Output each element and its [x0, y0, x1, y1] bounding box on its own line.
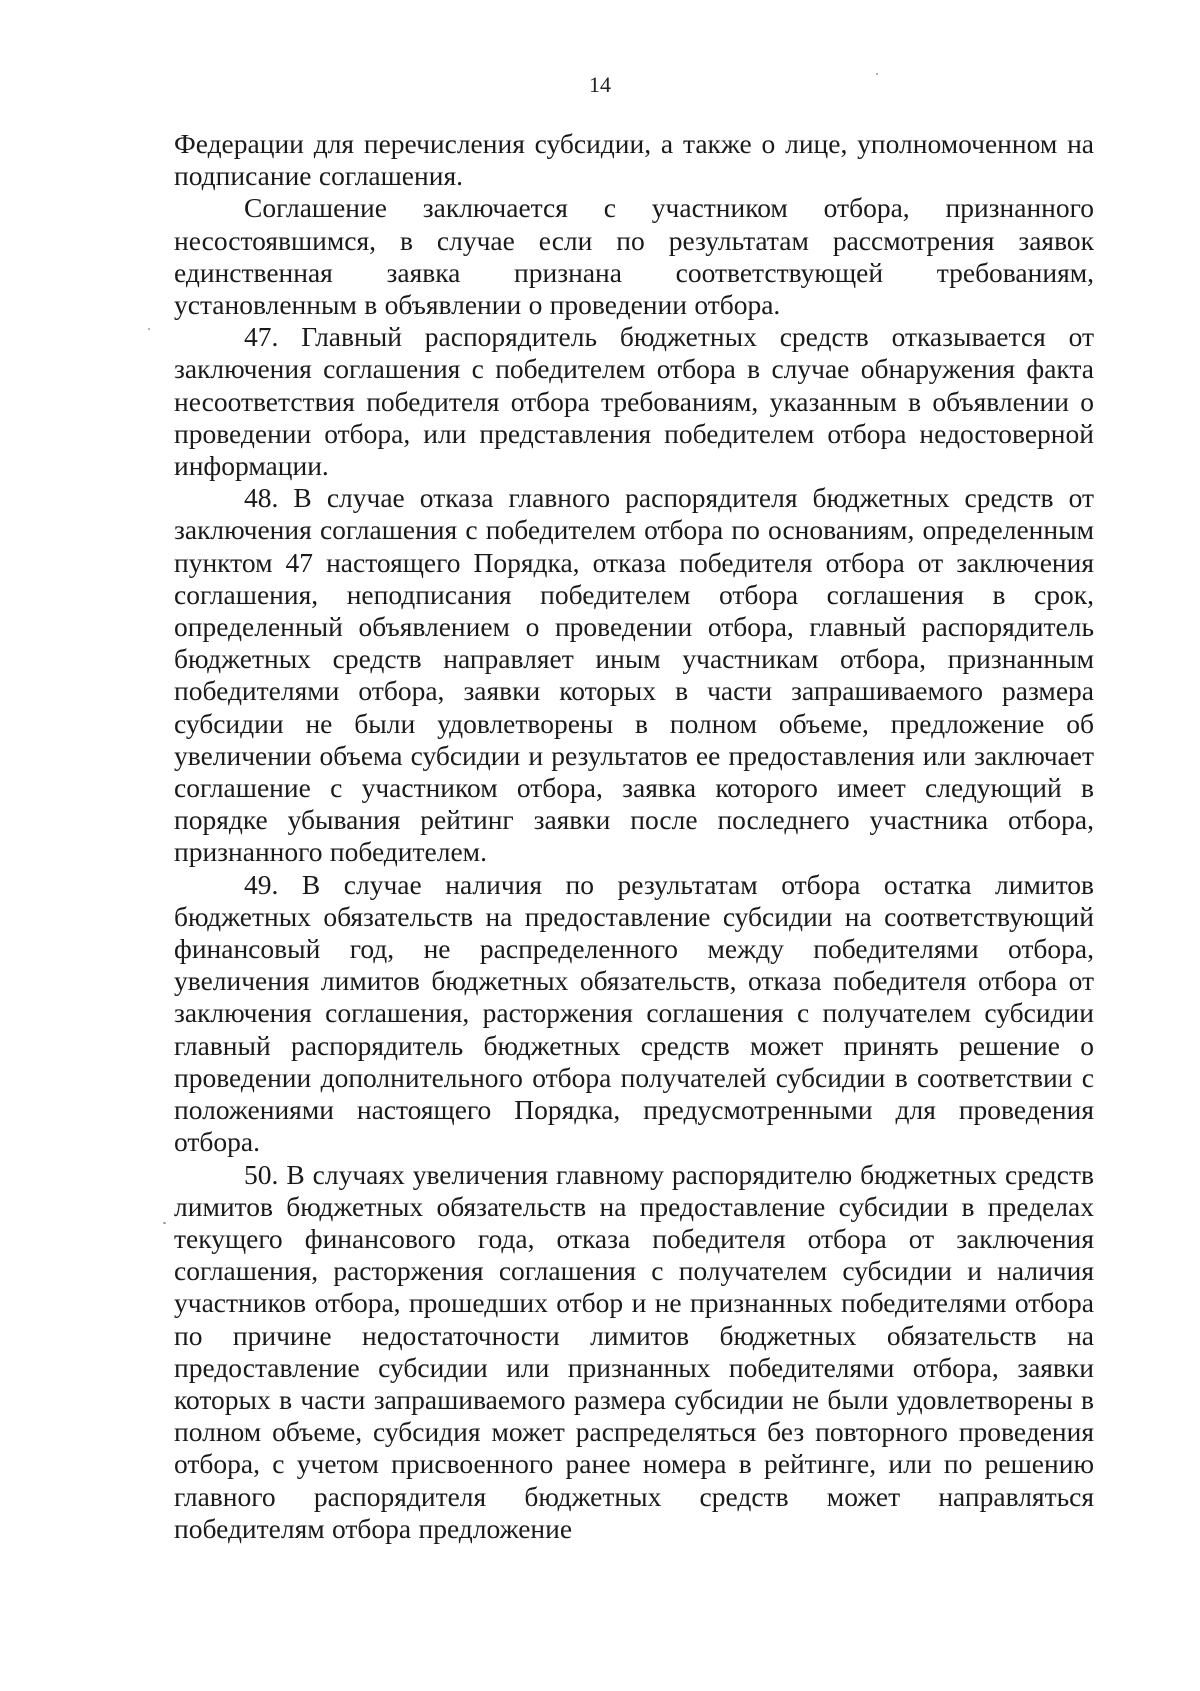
paragraph-item-48: 48. В случае отказа главного распорядителя бюджетных средств от заключения соглашения с победителем отбора по основаниям, определенным пунктом 47 настоящего Порядка, отказа победителя отбора от заключения соглашения, неподписания победителем отбора соглашения в срок, определенный объявлением о проведении отбора, главный распорядитель бюджетных средств направляет иным участникам отбора, признанным победителями отбора, заявки которых в части запрашиваемого размера субсидии не были удовлетворены в полном объеме, предложение об увеличении объема субсидии и результатов ее предоставления или заключает соглашение с участником отбора, заявка которого имеет следующий в порядке убывания рейтинг заявки после последнего участника отбора, признанного победителем. — [174, 482, 1094, 868]
paragraph-continuation: Федерации для перечисления субсидии, а также о лице, уполномоченном на подписание соглашения. — [174, 128, 1094, 192]
paragraph-agreement-single-bid: Соглашение заключается с участником отбора, признанного несостоявшимся, в случае если по результатам рассмотрения заявок единственная заявка признана соответствующей требованиям, установленным в объявлении о проведении отбора. — [174, 192, 1094, 321]
paragraph-item-50: 50. В случаях увеличения главному распорядителю бюджетных средств лимитов бюджетных обязательств на предоставление субсидии в пределах текущего финансового года, отказа победителя отбора от заключения соглашения, расторжения соглашения с получателем субсидии и наличия участников отбора, прошедших отбор и не признанных победителями отбора по причине недостаточности лимитов бюджетных обязательств на предоставление субсидии или признанных победителями отбора, заявки которых в части запрашиваемого размера субсидии не были удовлетворены в полном объеме, субсидия может распределяться без повторного проведения отбора, с учетом присвоенного ранее номера в рейтинге, или по решению главного распорядителя бюджетных средств может направляться победителям отбора предложение — [174, 1158, 1094, 1544]
scan-speck — [876, 73, 878, 75]
scan-speck — [163, 1222, 166, 1224]
scan-speck — [148, 328, 150, 330]
page-number: 14 — [589, 72, 611, 97]
paragraph-item-49: 49. В случае наличия по результатам отбора остатка лимитов бюджетных обязательств на предоставление субсидии на соответствующий финансовый год, не распределенного между победителями отбора, увеличения лимитов бюджетных обязательств, отказа победителя отбора от заключения соглашения, расторжения соглашения с получателем субсидии главный распорядитель бюджетных средств может принять решение о проведении дополнительного отбора получателей субсидии в соответствии с положениями настоящего Порядка, предусмотренными для проведения отбора. — [174, 868, 1094, 1158]
paragraph-item-47: 47. Главный распорядитель бюджетных средств отказывается от заключения соглашения с победителем отбора в случае обнаружения факта несоответствия победителя отбора требованиям, указанным в объявлении о проведении отбора, или представления победителем отбора недостоверной информации. — [174, 321, 1094, 482]
document-body — [174, 128, 1094, 1545]
